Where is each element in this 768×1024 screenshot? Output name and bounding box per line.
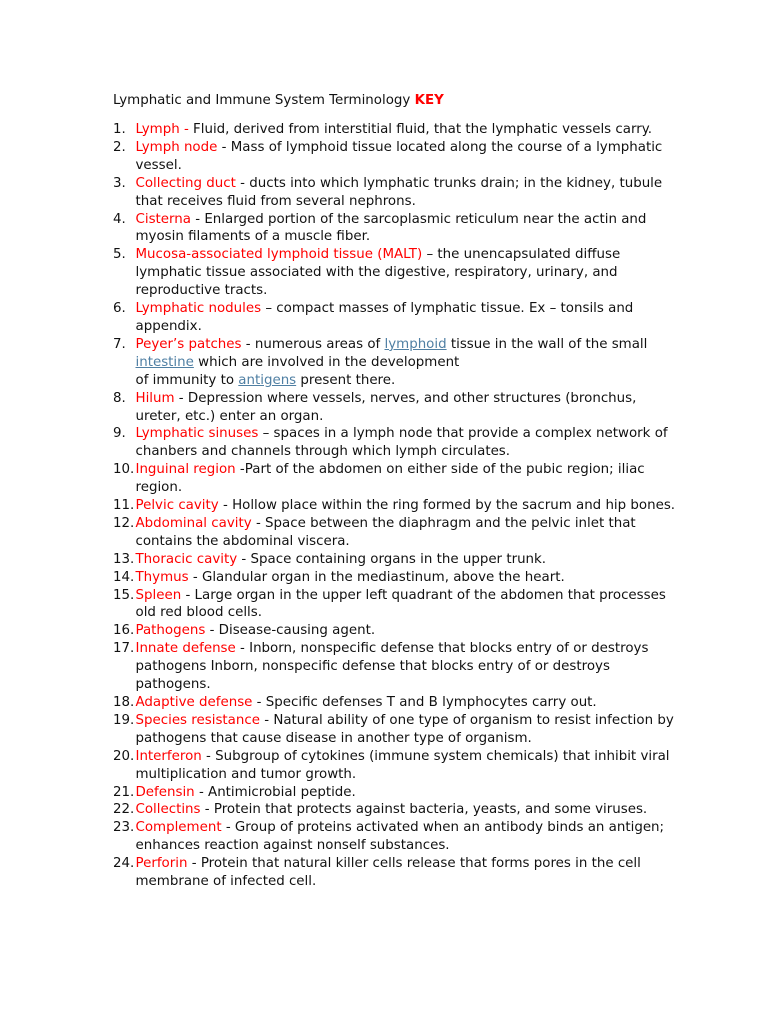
list-item: [113, 622, 683, 640]
item-number: 8.: [113, 390, 126, 406]
item-number: 12.: [113, 515, 135, 531]
term-name: Hilum: [135, 390, 175, 406]
term-definition: - Group of proteins activated when an antibody binds an antigen; enhances reaction against nonself substances.: [135, 820, 665, 854]
term-name: Thoracic cavity: [135, 551, 238, 567]
item-number: 21.: [113, 784, 135, 800]
term-name: Pelvic cavity: [135, 498, 219, 514]
item-number: 4.: [113, 211, 126, 227]
term-name: Perforin: [135, 856, 188, 872]
list-item: [113, 801, 683, 819]
term-name: Collectins: [135, 802, 201, 818]
list-item: [113, 551, 683, 569]
term-definition: - Space between the diaphragm and the pelvic inlet that contains the abdominal viscera.: [135, 515, 636, 549]
term-definition: - ducts into which lymphatic trunks drain; in the kidney, tubule that receives fluid from several nephrons.: [135, 175, 663, 209]
item-number: 9.: [113, 426, 126, 442]
term-name: Peyer’s patches: [135, 336, 242, 352]
item-number: 22.: [113, 802, 135, 818]
list-item: [113, 390, 683, 426]
item-number: 19.: [113, 712, 135, 728]
item-number: 2.: [113, 139, 126, 155]
term-name: Pathogens: [135, 623, 206, 639]
term-definition: Fluid, derived from interstitial fluid, that the lymphatic vessels carry.: [193, 122, 653, 137]
item-number: 11.: [113, 498, 135, 514]
item-number: 7.: [113, 336, 126, 352]
list-item: [113, 784, 683, 802]
term-name: Species resistance: [135, 712, 260, 728]
term-name: Inguinal region: [135, 462, 236, 478]
item-number: 5.: [113, 247, 126, 263]
item-number: 23.: [113, 820, 135, 836]
term-definition: – the unencapsulated diffuse lymphatic tissue associated with the digestive, respiratory, urinary, and reproductive tracts.: [135, 247, 621, 299]
item-number: 6.: [113, 301, 126, 317]
list-item: [113, 121, 683, 139]
item-number: 14.: [113, 569, 135, 585]
term-name: Cisterna: [135, 211, 191, 227]
list-item: [113, 855, 683, 891]
terminology-list: [113, 121, 683, 891]
term-definition: - Glandular organ in the mediastinum, above the heart.: [188, 569, 565, 585]
item-number: 16.: [113, 623, 135, 639]
item-number: 24.: [113, 856, 135, 872]
term-definition-part: which are involved in the development: [193, 354, 460, 370]
list-item: [113, 694, 683, 712]
term-definition: - Inborn, nonspecific defense that blocks entry of or destroys pathogens Inborn, nonspecific defense that blocks entry of or destroys pathogens.: [135, 641, 649, 693]
item-number: 10.: [113, 462, 135, 478]
term-name: Innate defense: [135, 641, 236, 657]
term-name: Mucosa-associated lymphoid tissue (MALT): [135, 247, 423, 263]
list-item: [113, 211, 683, 247]
term-definition: -Part of the abdomen on either side of the pubic region; iliac region.: [135, 462, 645, 496]
list-item: [113, 246, 683, 300]
item-number: 3.: [113, 175, 126, 191]
term-name: Adaptive defense: [135, 695, 253, 710]
term-definition-part: tissue in the wall of the small: [446, 336, 648, 352]
list-item: [113, 425, 683, 461]
term-definition: - Hollow place within the ring formed by the sacrum and hip bones.: [218, 498, 676, 514]
link-antigens[interactable]: antigens: [238, 372, 297, 388]
term-name: Thymus: [135, 569, 189, 585]
term-name: Spleen: [135, 587, 182, 603]
list-item: [113, 515, 683, 551]
link-intestine[interactable]: intestine: [135, 354, 194, 370]
term-name: Collecting duct: [135, 175, 236, 191]
term-name: Lymphatic nodules: [135, 301, 262, 317]
title-text: Lymphatic and Immune System Terminology: [113, 93, 415, 108]
list-item: [113, 712, 683, 748]
term-definition: - Protein that protects against bacteria, yeasts, and some viruses.: [200, 802, 648, 818]
term-name: Complement: [135, 820, 222, 836]
term-definition: - Antimicrobial peptide.: [194, 784, 356, 800]
term-definition: - Natural ability of one type of organism to resist infection by pathogens that cause disease in another type of organism.: [135, 712, 674, 746]
term-definition-part: - numerous areas of: [241, 336, 385, 352]
term-definition: - Disease-causing agent.: [205, 623, 376, 639]
term-definition: - Depression where vessels, nerves, and other structures (bronchus, ureter, etc.) enter an organ.: [135, 390, 637, 424]
term-name: Lymph -: [135, 122, 194, 137]
item-number: 17.: [113, 641, 135, 657]
item-number: 1.: [113, 122, 126, 137]
term-definition: - Subgroup of cytokines (immune system chemicals) that inhibit viral multiplication and tumor growth.: [135, 748, 670, 782]
title-key-label: KEY: [414, 93, 444, 108]
item-number: 18.: [113, 695, 135, 710]
term-definition: - Enlarged portion of the sarcoplasmic reticulum near the actin and myosin filaments of a muscle fiber.: [135, 211, 647, 245]
term-definition-part: present there.: [296, 372, 396, 388]
list-item: [113, 497, 683, 515]
list-item: [113, 569, 683, 587]
term-name: Defensin: [135, 784, 195, 800]
document-title: [113, 92, 444, 110]
list-item: [113, 336, 683, 390]
term-definition: - Large organ in the upper left quadrant of the abdomen that processes old red blood cells.: [135, 587, 666, 621]
term-name: Interferon: [135, 748, 202, 764]
item-number: 20.: [113, 748, 135, 764]
term-name: Lymph node: [135, 139, 218, 155]
term-definition: – compact masses of lymphatic tissue. Ex – tonsils and appendix.: [135, 301, 634, 334]
term-definition: - Specific defenses T and B lymphocytes carry out.: [252, 695, 597, 710]
item-number: 15.: [113, 587, 135, 603]
list-item: [113, 300, 683, 336]
term-name: Abdominal cavity: [135, 515, 252, 531]
list-item: [113, 175, 683, 211]
term-definition: - Mass of lymphoid tissue located along the course of a lymphatic vessel.: [135, 139, 663, 173]
term-definition: - Space containing organs in the upper trunk.: [237, 551, 547, 567]
list-item: [113, 587, 683, 623]
term-name: Lymphatic sinuses: [135, 426, 259, 442]
list-item: [113, 461, 683, 497]
term-definition-part: of immunity to: [135, 372, 239, 388]
term-definition: – spaces in a lymph node that provide a complex network of chanbers and channels through which lymph circulates.: [135, 426, 668, 460]
list-item: [113, 819, 683, 855]
link-lymphoid[interactable]: lymphoid: [384, 336, 447, 352]
list-item: [113, 640, 683, 694]
item-number: 13.: [113, 551, 135, 567]
term-definition: - Protein that natural killer cells release that forms pores in the cell membrane of infected cell.: [135, 856, 641, 890]
list-item: [113, 139, 683, 175]
list-item: [113, 748, 683, 784]
